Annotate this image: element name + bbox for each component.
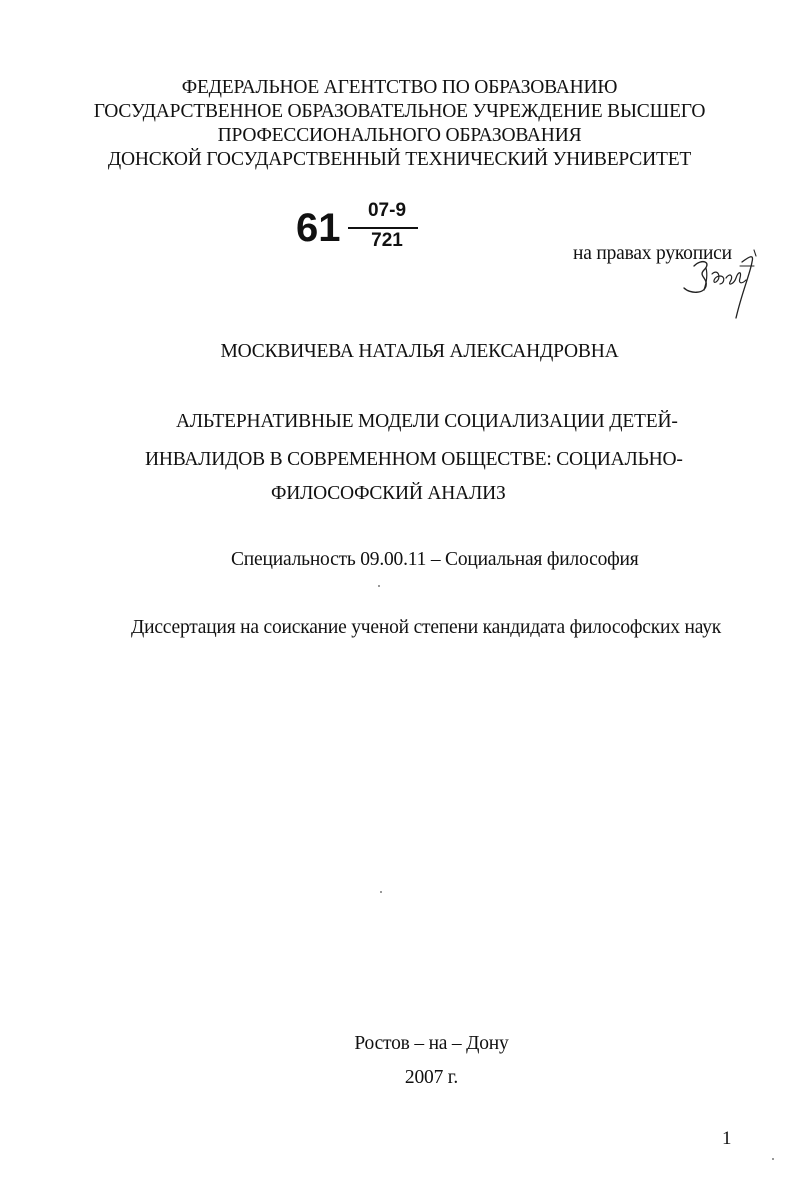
catalog-denominator: 721 bbox=[371, 230, 403, 251]
author-name: МОСКВИЧЕВА НАТАЛЬЯ АЛЕКСАНДРОВНА bbox=[220, 341, 619, 362]
specialty-line: Специальность 09.00.11 – Социальная философия bbox=[231, 549, 639, 570]
scan-speck bbox=[772, 1158, 774, 1160]
title-line-3: ФИЛОСОФСКИЙ АНАЛИЗ bbox=[271, 483, 506, 504]
catalog-numerator: 07-9 bbox=[367, 200, 407, 221]
year-line: 2007 г. bbox=[404, 1067, 459, 1088]
title-line-1: АЛЬТЕРНАТИВНЫЕ МОДЕЛИ СОЦИАЛИЗАЦИИ ДЕТЕЙ- bbox=[176, 411, 678, 432]
catalog-fraction-bar bbox=[348, 227, 418, 229]
header-line-university: ДОНСКОЙ ГОСУДАРСТВЕННЫЙ ТЕХНИЧЕСКИЙ УНИВЕРСИТЕТ bbox=[107, 149, 692, 170]
catalog-number-stamp bbox=[296, 200, 426, 260]
title-line-2: ИНВАЛИДОВ В СОВРЕМЕННОМ ОБЩЕСТВЕ: СОЦИАЛЬНО- bbox=[145, 449, 683, 470]
scan-speck bbox=[380, 891, 382, 893]
manuscript-note: на правах рукописи bbox=[573, 243, 732, 264]
handwritten-signature bbox=[676, 248, 762, 324]
dissertation-line: Диссертация на соискание ученой степени кандидата философских наук bbox=[131, 617, 722, 638]
city-line: Ростов – на – Дону bbox=[354, 1033, 509, 1054]
catalog-prefix: 61 bbox=[296, 206, 341, 250]
header-line-education-level: ПРОФЕССИОНАЛЬНОГО ОБРАЗОВАНИЯ bbox=[217, 125, 582, 146]
header-line-institution-type: ГОСУДАРСТВЕННОЕ ОБРАЗОВАТЕЛЬНОЕ УЧРЕЖДЕНИЕ ВЫСШЕГО bbox=[93, 101, 706, 122]
page-number: 1 bbox=[722, 1128, 732, 1149]
header-line-agency: ФЕДЕРАЛЬНОЕ АГЕНТСТВО ПО ОБРАЗОВАНИЮ bbox=[181, 77, 618, 98]
scan-speck bbox=[378, 585, 380, 587]
